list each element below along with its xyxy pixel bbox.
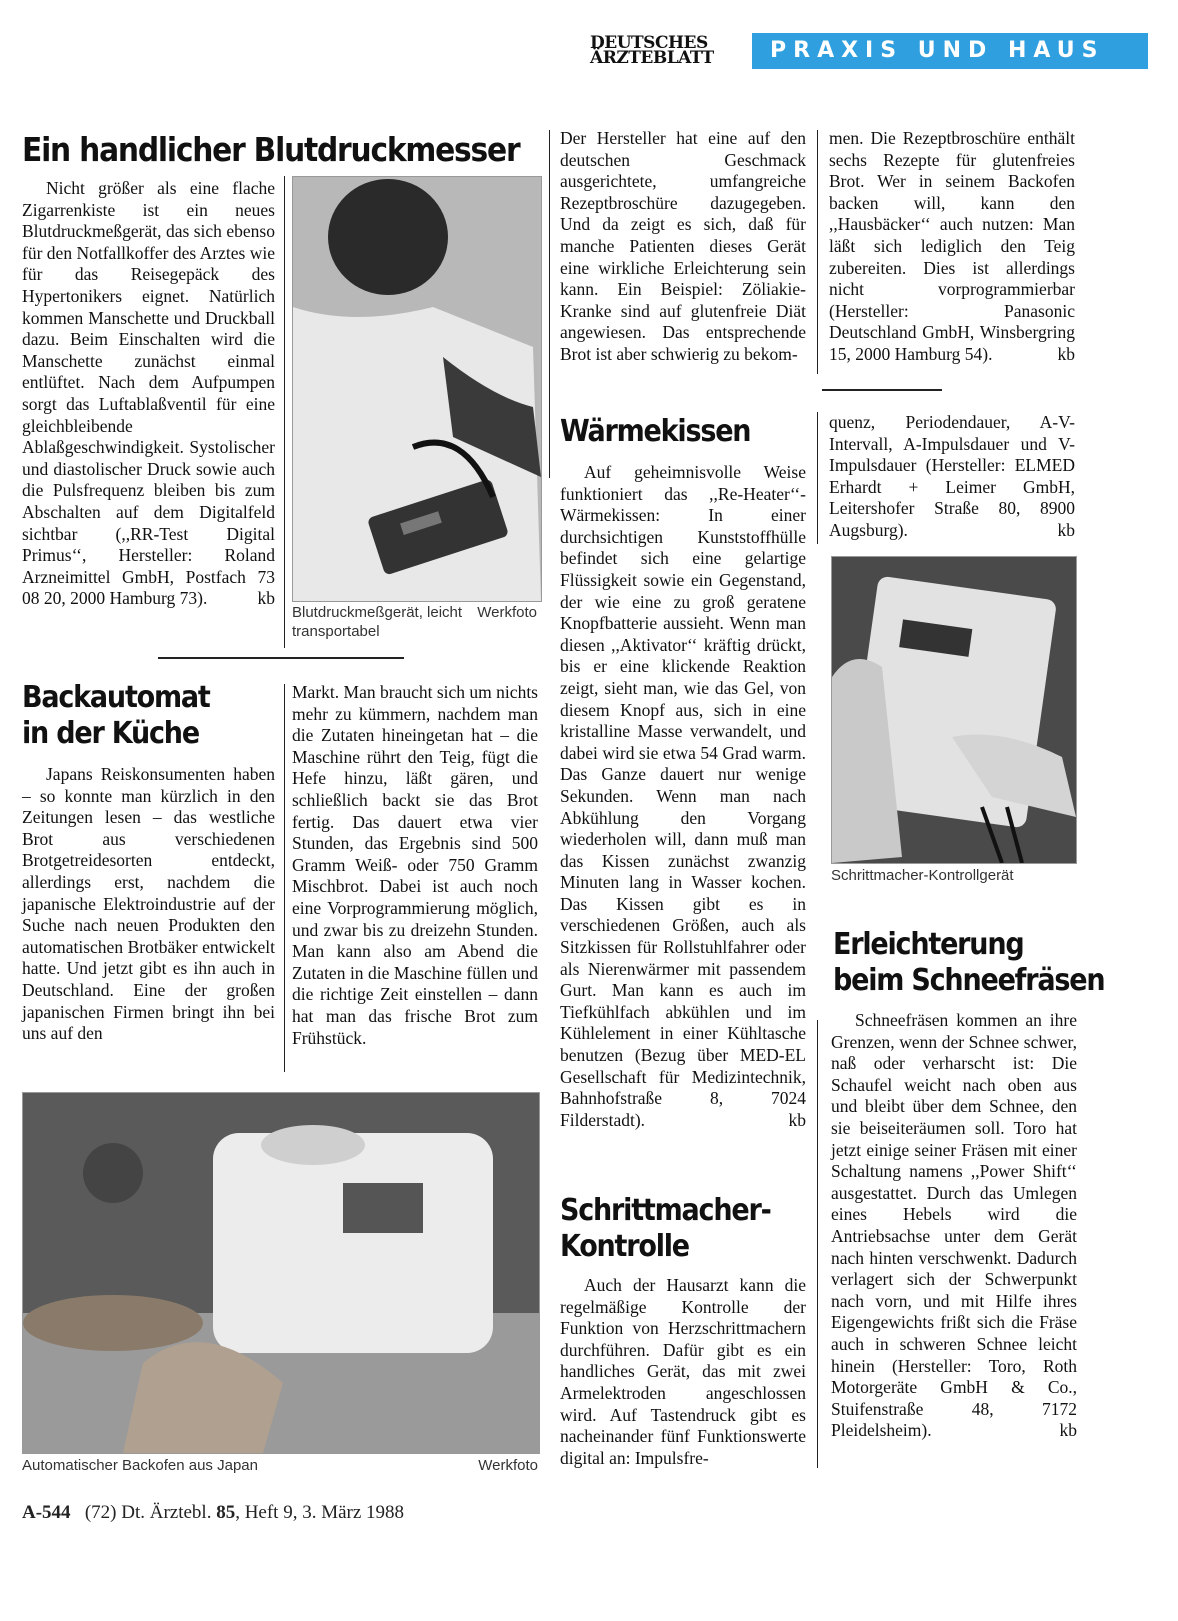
title-line-1: Erleichterung (833, 927, 1024, 962)
column-rule (817, 1020, 818, 1468)
body-text: Markt. Man braucht sich um nichts mehr zu kümmern, nachdem man die Zutaten hineingetan hat – die Maschine rührt den Teig, fügt die Hefe hinzu, läßt gären, und schließlich backt sie das Brot fertig. Das dauert etwa vier Stunden, das Ergebnis sind 500 Gramm Weiß- oder 750 Gramm Mischbrot. Dabei ist auch noch eine Vorprogrammierung möglich, und zwar bis zu dreizehn Stunden. Man kann also am Abend die Zutaten in die Maschine füllen und die richtige Zeit einstellen – dann hat man das frische Brot zum Frühstück. (292, 682, 538, 1048)
body-text: Nicht größer als eine flache Zigarrenkiste ist ein neues Blutdruckmeßgerät, das sich ebenso für den Notfallkoffer des Arztes wie für das Reisegepäck des Hypertonikers eignet. Natürlich kommen Manschette und Druckball dazu. Beim Einschalten wird die Manschette zunächst einmal entlüftet. Nach dem Aufpumpen sorgt das Luftablaßventil für eine gleichbleibende Ablaßgeschwindigkeit. Systolischer und diastolischer Druck sowie auch die Pulsfrequenz bleiben bis zum Abschalten auf dem Digitalfeld sichtbar (,,RR-Test Digital Primus‘‘, Hersteller: Roland Arzneimittel GmbH, Postfach 73 08 20, 2000 Hamburg 73). (22, 178, 275, 609)
body-text: men. Die Rezeptbroschüre enthält sechs Rezepte für glutenfreies Brot. Wer in seinem Backofen backen will, kann den ,,Hausbäcker‘‘ auch nutzen: Man läßt sich lediglich den Teig zubereiten. Dies ist allerdings nicht vorprogrammierbar (Hersteller: Panasonic Deutschland GmbH, Winsbergring 15, 2000 Hamburg 54). (829, 128, 1075, 364)
footer-volume: 85 (216, 1502, 236, 1523)
title-line-2: Kontrolle (560, 1229, 689, 1264)
article-separator (822, 389, 942, 391)
article-body-blutdruck (22, 178, 275, 610)
signoff: kb (1059, 1420, 1077, 1441)
body-text: Auch der Hausarzt kann die regelmäßige Kontrolle der Funktion von Herzschrittmachern durchführen. Dafür gibt es ein handliches Gerät, das mit zwei Armelektroden angeschlossen wird. Auf Tastendruck gibt es nacheinander fünf Funktionswerte digital an: Impulsfre- (560, 1275, 806, 1468)
article-title-schneefraesen (833, 927, 1104, 999)
photo-illustration (293, 177, 541, 601)
page-footer (22, 1502, 722, 1524)
column-rule (284, 176, 285, 648)
title-line-1: Backautomat (22, 680, 210, 715)
signoff: kb (1057, 343, 1075, 364)
body-text: quenz, Periodendauer, A-V-Intervall, A-Impulsdauer und V-Impulsdauer (Hersteller: ELMED Erhardt + Leimer GmbH, Leitershofer Straße 80, 8900 Augsburg). (829, 412, 1075, 540)
article-title-blutdruck: Ein handlicher Blutdruckmesser (22, 130, 520, 169)
article-body-backautomat-col1 (22, 764, 275, 1045)
footer-issue: , Heft 9, 3. März 1988 (235, 1502, 405, 1523)
logo-line-1: DEUTSCHES (590, 33, 708, 53)
caption-text: Blutdruckmeßgerät, leicht transportabel (292, 604, 463, 640)
article-body-schneefraesen (831, 1010, 1077, 1442)
article-body-schrittmacher-cont (829, 412, 1075, 542)
column-rule (817, 412, 818, 544)
column-rule (817, 130, 818, 374)
photo-credit: Werkfoto (477, 604, 537, 621)
article-body-waermekissen (560, 462, 806, 1131)
article-body-schrittmacher (560, 1275, 806, 1469)
title-line-1: Schrittmacher- (560, 1193, 771, 1228)
article-separator (158, 657, 404, 659)
article-body-backautomat-col3 (560, 128, 806, 366)
title-line-2: in der Küche (22, 716, 199, 751)
section-band: PRAXIS UND HAUS (752, 33, 1148, 69)
photo-caption-schrittmacher: Schrittmacher-Kontrollgerät (831, 867, 1014, 884)
column-rule (549, 130, 550, 478)
logo-line-2: ÄRZTEBLATT (590, 48, 714, 68)
photo-illustration (23, 1093, 539, 1453)
photo-caption-backautomat (22, 1456, 538, 1475)
signoff: kb (788, 1109, 806, 1130)
body-text: Auf geheimnisvolle Weise funktioniert das ,,Re-Heater‘‘- Wärmekissen: In einer durchsichtigen Kunststoffhülle befindet sich eine gelartige Flüssigkeit sowie ein Gegenstand, der wie eine zu groß geratene Knopfbatterie aussieht. Wenn man diesen ,,Aktivator‘‘ kräftig drückt, bis er eine klickende Reaktion zeigt, sieht man, wie das Gel, von diesem Knopf aus, sich in eine kristalline Masse verwandelt, und dabei wird sie etwa 54 Grad warm. Das Ganze dauert nur wenige Sekunden. Wenn man nach Abkühlung den Vorgang wiederholen will, dann muß man das Kissen zunächst zwanzig Minuten lang in Wasser kochen. Das Kissen gibt es in verschiedenen Größen, auch als Sitzkissen für Rollstuhlfahrer oder als Nierenwärmer mit passendem Gurt. Man kann es auch im Tiefkühlfach abkühlen und im Kühlelement in einer Kühltasche benutzen (Bezug über MED-EL Gesellschaft für Medizintechnik, Bahnhofstraße 8, 7024 Filderstadt). (560, 462, 806, 1130)
article-body-backautomat-col2 (292, 682, 538, 1049)
journal-logo (590, 33, 730, 68)
body-text: Japans Reiskonsumenten haben – so konnte man kürzlich in den Zeitungen lesen – das westliche Brot aus verschiedenen Brotgetreidesorten entdeckt, allerdings erst, nachdem die japanische Elektroindustrie auf der Suche nach neuen Produkten den automatischen Brotbäker entwickelt hatte. Und jetzt gibt es ihn auch in Deutschland. Eine der großen japanischen Firmen bringt ihn bei uns auf den (22, 764, 275, 1044)
photo-illustration (832, 557, 1076, 863)
signoff: kb (257, 588, 275, 609)
photo-pacemaker-device (831, 556, 1077, 864)
photo-bread-machine (22, 1092, 540, 1454)
article-title-schrittmacher (560, 1193, 771, 1265)
caption-text: Automatischer Backofen aus Japan (22, 1457, 258, 1474)
body-text: Der Hersteller hat eine auf den deutschen Geschmack ausgerichtete, umfangreiche Rezeptbroschüre dazugegeben. Und da zeigt es sich, daß für manche Patienten dieses Gerät eine wirkliche Erleichterung sein kann. Ein Beispiel: Zöliakie-Kranke sind auf glutenfreie Diät angewiesen. Das entsprechende Brot ist aber schwierig zu bekom- (560, 128, 806, 364)
article-title-waermekissen: Wärmekissen (560, 414, 751, 449)
photo-blood-pressure-device (292, 176, 542, 602)
signoff: kb (1057, 519, 1075, 540)
photo-caption-blutdruck (292, 603, 537, 641)
article-title-backautomat (22, 680, 210, 752)
photo-credit: Werkfoto (478, 1457, 538, 1474)
footer-journal: (72) Dt. Ärztebl. (84, 1502, 212, 1523)
title-line-2: beim Schneefräsen (833, 963, 1105, 998)
page-number: A-544 (22, 1502, 71, 1523)
body-text: Schneefräsen kommen an ihre Grenzen, wenn der Schnee schwer, naß oder verharscht ist: Die Schaufel weicht nach oben aus und bleibt über dem Schnee, den sie beiseiteräumen soll. Toro hat jetzt einige seiner Fräsen mit einer Schaltung namens ,,Power Shift‘‘ ausgestattet. Durch das Umlegen eines Hebels wird die Antriebsachse unter dem Gerät nach hinten verschwenkt. Dadurch verlagert sich der Schwerpunkt nach vorn, und mit Hilfe ihres Eigengewichts frißt sich die Fräse auch in schweren Schnee leicht hinein (Hersteller: Toro, Roth Motorgeräte GmbH & Co., Stuifenstraße 48, 7172 Pleidelsheim). (831, 1010, 1077, 1441)
article-body-backautomat-col4 (829, 128, 1075, 366)
column-rule (284, 684, 285, 1072)
